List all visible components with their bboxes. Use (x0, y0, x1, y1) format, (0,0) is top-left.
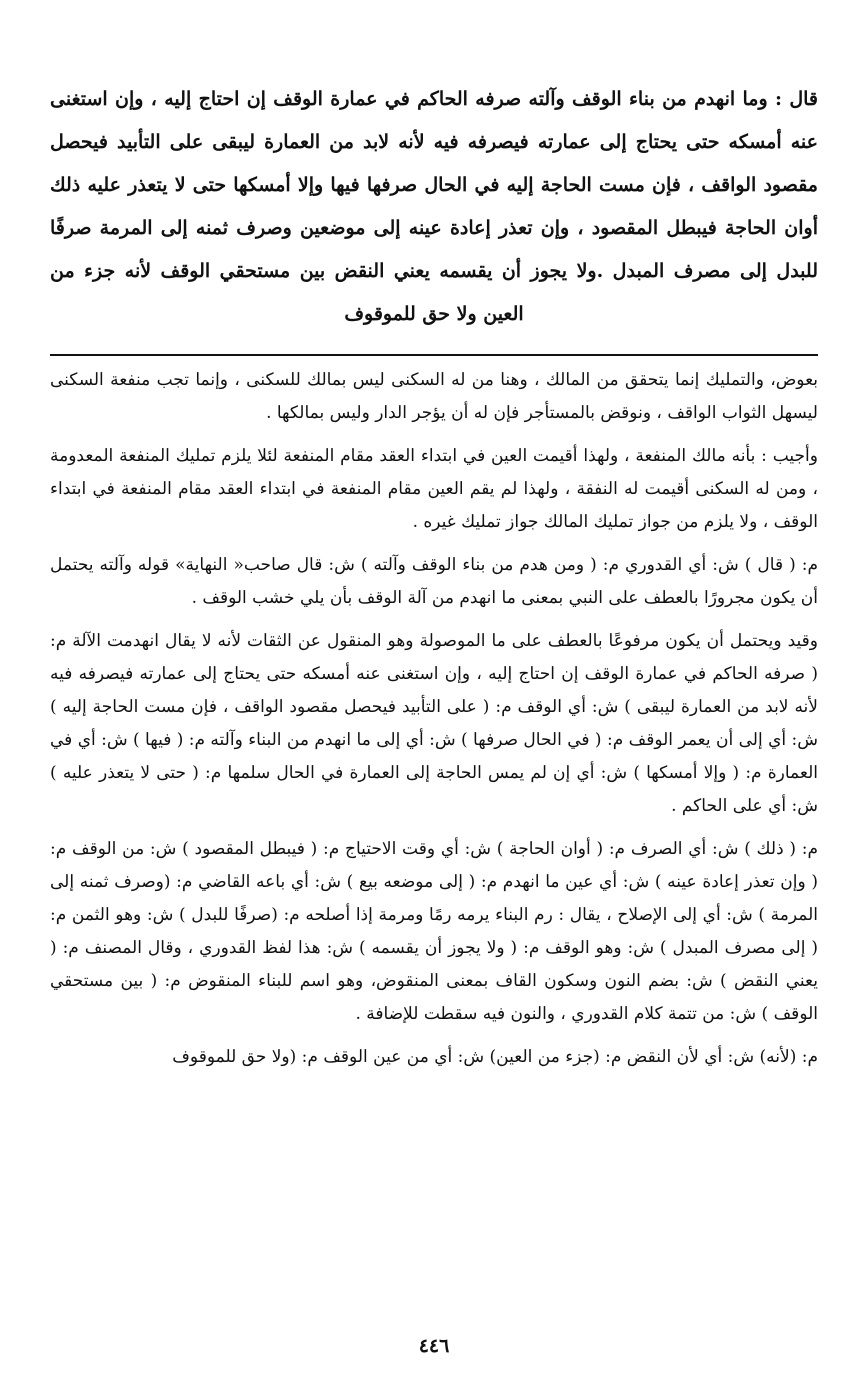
divider-line (50, 354, 818, 356)
book-page (50, 78, 818, 1355)
main-text: قال : وما انهدم من بناء الوقف وآلته صرفه الحاكم في عمارة الوقف إن احتاج إليه ، وإن استغنى عنه أمسكه حتى يحتاج إلى عمارته فيصرفه فيه لأنه لابد من العمارة ليبقى على التأبيد فيحصل مقصود الواقف ، فإن مست الحاجة إليه في الحال صرفها فيها وإلا أمسكها حتى لا يتعذر عليه ذلك أوان الحاجة فيبطل المقصود ، وإن تعذر إعادة عينه إلى موضعين وصرف ثمنه إلى المرمة صرفًا للبدل إلى مصرف المبدل .ولا يجوز أن يقسمه يعني النقض بين مستحقي الوقف لأنه جزء من العين ولا حق للموقوف (50, 88, 818, 325)
commentary-section (50, 364, 818, 1074)
commentary-paragraph: وأجيب : بأنه مالك المنفعة ، ولهذا أقيمت العين في ابتداء العقد مقام المنفعة لئلا يلزم تمليك المنفعة المعدومة ، ومن له السكنى أقيمت له النفقة ، ولهذا لم يقم العين مقام المنفعة في ابتداء العقد مقام المنفعة في ابتداء الوقف ، ولا يلزم من جواز تمليك المالك جواز تمليك غيره . (50, 446, 818, 532)
commentary-paragraph: وقيد ويحتمل أن يكون مرفوعًا بالعطف على ما الموصولة وهو المنقول عن الثقات لأنه لا يقال انهدمت الآلة م: ( صرفه الحاكم في عمارة الوقف إن احتاج إليه ، وإن استغنى عنه أمسكه حتى يحتاج إلى عمارته فيصرفه فيه لأنه لابد من العمارة ليبقى ) ش: أي الوقف م: ( على التأبيد فيحصل مقصود الواقف ، فإن مست الحاجة إليه ) ش: أي إلى أن يعمر الوقف م: ( في الحال صرفها ) ش: أي إلى ما انهدم من البناء وآلته م: ( فيها ) ش: أي في العمارة م: ( وإلا أمسكها ) ش: أي إن لم يمس الحاجة إلى العمارة في الحال سلمها م: ( حتى لا يتعذر عليه ) ش: أي على الحاكم . (50, 631, 818, 816)
commentary-paragraph: بعوض، والتمليك إنما يتحقق من المالك ، وهنا من له السكنى ليس بمالك للسكنى ، وإنما تجب منفعة السكنى ليسهل الثواب الواقف ، ونوقض بالمستأجر فإن له أن يؤجر الدار وليس بمالكها . (50, 370, 818, 423)
commentary-paragraph: م: (لأنه) ش: أي لأن النقض م: (جزء من العين) ش: أي من عين الوقف م: (ولا حق للموقوف (172, 1047, 818, 1067)
page-number: ٤٤٦ (418, 1335, 450, 1357)
commentary-paragraph: م: ( قال ) ش: أي القدوري م: ( ومن هدم من بناء الوقف وآلته ) ش: قال صاحب« النهاية» قوله وآلته يحتمل أن يكون مجرورًا بالعطف على النبي بمعنى ما انهدم من آلة الوقف بأن يلي خشب الوقف . (50, 555, 818, 608)
commentary-paragraph: م: ( ذلك ) ش: أي الصرف م: ( أوان الحاجة ) ش: أي وقت الاحتياج م: ( فيبطل المقصود ) ش: من الوقف م: ( وإن تعذر إعادة عينه ) ش: أي عين ما انهدم م: ( إلى موضعه بيع ) ش: أي باعه القاضي م: (وصرف ثمنه إلى المرمة ) ش: أي إلى الإصلاح ، يقال : رم البناء يرمه رمًا ومرمة إذا أصلحه م: (صرفًا للبدل ) ش: وهو الثمن م: ( إلى مصرف المبدل ) ش: وهو الوقف م: ( ولا يجوز أن يقسمه ) ش: هذا لفظ القدوري ، وقال المصنف م: ( يعني النقض ) ش: بضم النون وسكون القاف بمعنى المنقوض، وهو اسم للبناء المنقوض م: ( بين مستحقي الوقف ) ش: من تتمة كلام القدوري ، والنون فيه سقطت للإضافة . (50, 839, 818, 1024)
